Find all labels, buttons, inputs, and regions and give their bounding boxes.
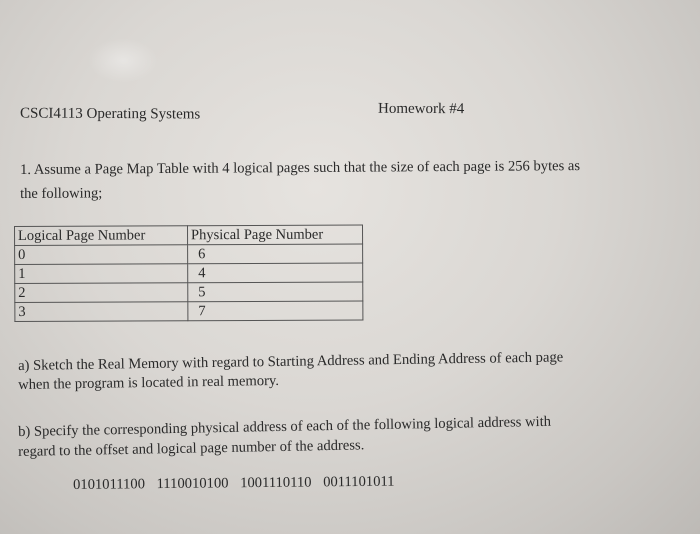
physical-page-cell: 5 bbox=[188, 282, 363, 302]
logical-page-cell: 1 bbox=[15, 264, 188, 284]
part-a-line-2: when the program is located in real memory. bbox=[18, 372, 280, 393]
logical-address: 0011101011 bbox=[323, 473, 395, 491]
table-row bbox=[15, 263, 363, 284]
page-map-table-container bbox=[14, 224, 363, 322]
table-row bbox=[15, 244, 363, 265]
logical-page-cell: 3 bbox=[15, 302, 188, 322]
physical-page-cell: 6 bbox=[188, 244, 363, 264]
table-row bbox=[15, 301, 363, 322]
logical-page-cell: 0 bbox=[15, 245, 188, 265]
table-header-row bbox=[15, 225, 363, 246]
question-1-line-1: 1. Assume a Page Map Table with 4 logical pages such that the size of each page is 256 bytes as bbox=[20, 158, 581, 178]
page-map-table bbox=[14, 224, 363, 322]
homework-number: Homework #4 bbox=[377, 100, 465, 118]
part-a-line-1: a) Sketch the Real Memory with regard to Starting Address and Ending Address of each page bbox=[18, 349, 564, 374]
logical-address: 1110010100 bbox=[156, 475, 229, 493]
logical-address-list bbox=[73, 474, 395, 494]
logical-page-cell: 2 bbox=[15, 283, 188, 303]
table-row bbox=[15, 282, 363, 303]
paper-smudge bbox=[88, 38, 158, 83]
logical-address: 1001110110 bbox=[240, 474, 312, 492]
physical-page-cell: 7 bbox=[188, 301, 363, 321]
physical-page-cell: 4 bbox=[188, 263, 363, 283]
course-title: CSCI4113 Operating Systems bbox=[19, 105, 201, 123]
part-b-line-1: b) Specify the corresponding physical address of each of the following logical address with bbox=[18, 413, 552, 440]
header-logical-page-number: Logical Page Number bbox=[15, 226, 188, 246]
question-1-line-2: the following; bbox=[20, 185, 103, 202]
header-physical-page-number: Physical Page Number bbox=[188, 225, 363, 245]
part-b-line-2: regard to the offset and logical page number of the address. bbox=[18, 437, 365, 460]
logical-address: 0101011100 bbox=[73, 476, 146, 493]
